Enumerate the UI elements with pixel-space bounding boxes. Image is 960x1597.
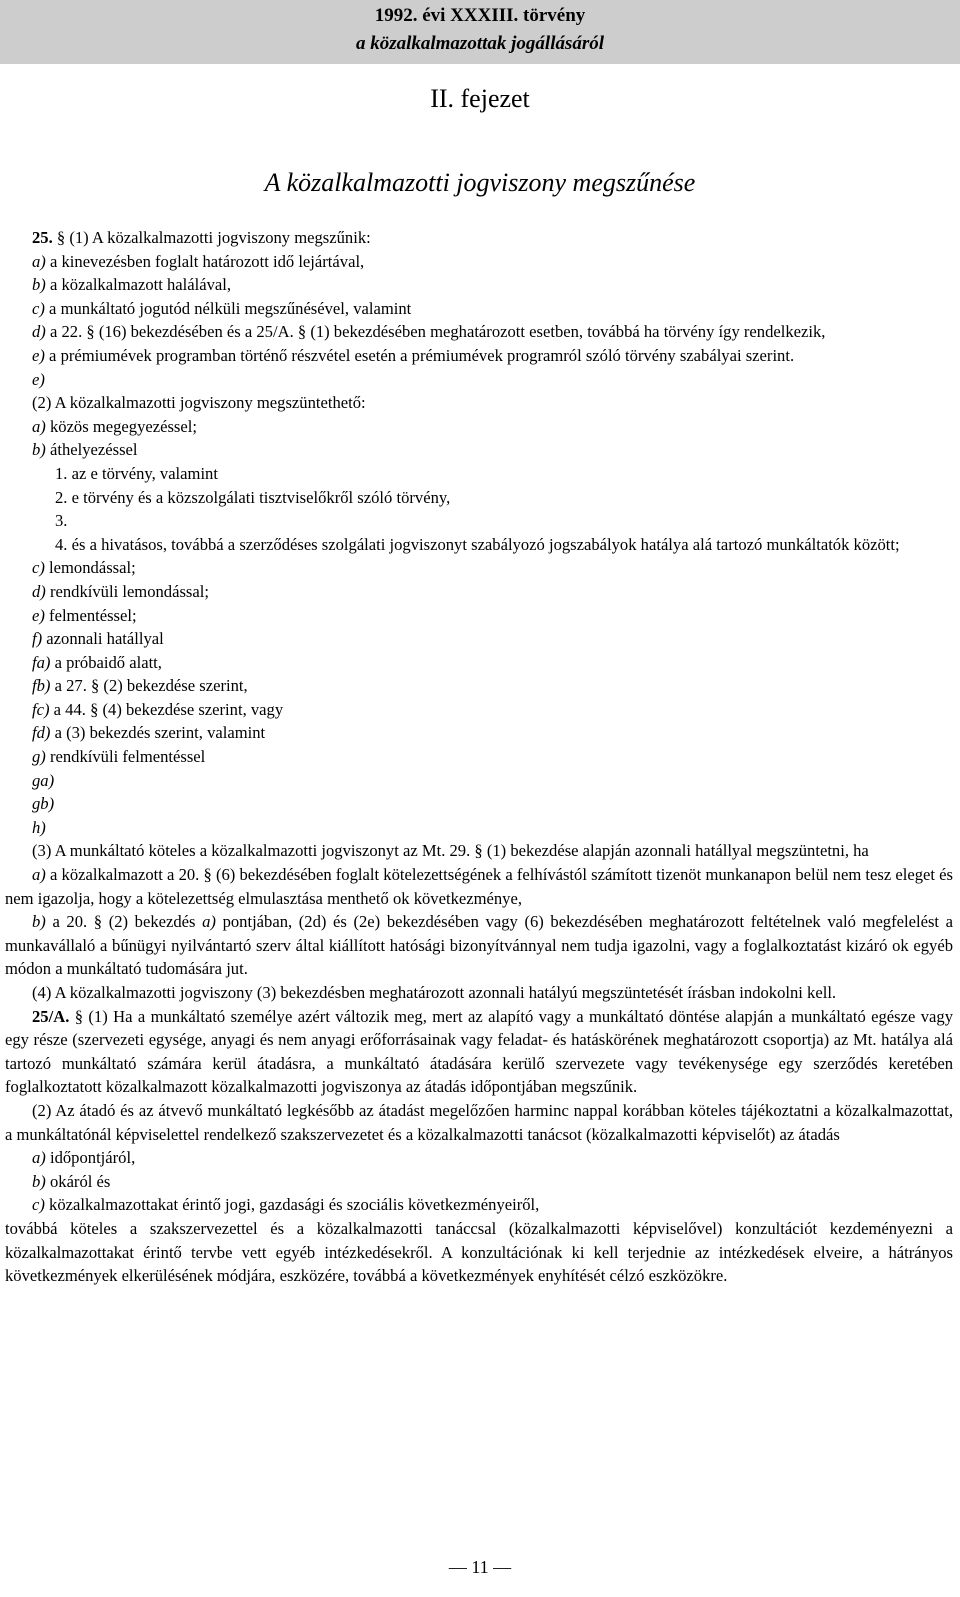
section-number: 25.	[32, 228, 53, 247]
list-item: h)	[32, 817, 46, 837]
list-item: a) a közalkalmazott a 20. § (6) bekezdésében foglalt kötelezettségének a felhívástól számított tizenöt munkanapon belül nem tesz eleget és nem igazolja, hogy a kötelezettség elmulasztása menthető ok következménye,	[5, 865, 953, 908]
paragraph-25a-1: 25/A. § (1) Ha a munkáltató személye azért változik meg, mert az alapító vagy a munkáltató döntése alapján a munkáltató egésze vagy egy része (szervezeti egysége, anyagi és nem anyagi erőforrásainak vagy feladat- és hatáskörének meghatározott csoportja) az Mt. hatálya alá tartozó munkáltató számára kerül átadásra, a munkáltató átadására kerülő szervezete vagy tevékenysége egy szerződés keretében foglalkoztatott közalkalmazott közalkalmazotti jogviszonya az átadás időpontjában megszűnik.	[5, 1006, 953, 1097]
list-item: fb) a 27. § (2) bekezdése szerint,	[32, 676, 248, 696]
list-item: e)	[32, 369, 45, 389]
list-item: c) közalkalmazottakat érintő jogi, gazdasági és szociális következményeiről,	[32, 1195, 540, 1215]
paragraph-25-1: 25. § (1) A közalkalmazotti jogviszony megszűnik:	[32, 228, 371, 247]
list-item: fd) a (3) bekezdés szerint, valamint	[32, 723, 266, 743]
list-item: c) lemondással;	[32, 558, 136, 578]
list-item: a) a kinevezésben foglalt határozott idő lejártával,	[32, 251, 365, 271]
section-title: A közalkalmazotti jogviszony megszűnése	[264, 168, 696, 197]
list-item: d) rendkívüli lemondással;	[32, 581, 209, 601]
list-item: a) időpontjáról,	[32, 1148, 136, 1168]
numbered-item: 4. és a hivatásos, továbbá a szerződéses szolgálati jogviszonyt szabályozó jogszabályok hatálya alá tartozó munkáltatók között;	[55, 534, 900, 554]
list-item: fa) a próbaidő alatt,	[32, 652, 162, 672]
paragraph-25-4: (4) A közalkalmazotti jogviszony (3) bekezdésben meghatározott azonnali hatályú megszüntetését írásban indokolni kell.	[32, 983, 837, 1002]
paragraph-continuation: továbbá köteles a szakszervezettel és a közalkalmazotti tanáccsal (közalkalmazotti képviselővel) konzultációt kezdeményezni a közalkalmazottakat érintő tervbe vett egyéb intézkedésekről. A konzultációnak ki kell terjednie az intézkedések elveire, a hátrányos következmények elkerülésének módjára, eszközére, továbbá a következmények enyhítését célzó eszközökre.	[5, 1218, 953, 1286]
list-item: b) áthelyezéssel	[32, 440, 138, 460]
list-item: b) a közalkalmazott halálával,	[32, 275, 232, 295]
list-item: gb)	[32, 794, 55, 814]
list-item: d) a 22. § (16) bekezdésében és a 25/A. § (1) bekezdésében meghatározott esetben, továbbá ha törvény így rendelkezik,	[32, 322, 826, 342]
list-item: a) közös megegyezéssel;	[32, 416, 197, 436]
document-body	[5, 226, 953, 1288]
list-item: g) rendkívüli felmentéssel	[32, 747, 206, 767]
numbered-item: 1. az e törvény, valamint	[55, 463, 218, 483]
numbered-item: 2. e törvény és a közszolgálati tisztviselőkről szóló törvény,	[55, 487, 451, 507]
law-title: 1992. évi XXXIII. törvény	[374, 5, 586, 26]
list-item: f) azonnali hatállyal	[32, 629, 164, 649]
paragraph-25a-2: (2) Az átadó és az átvevő munkáltató legkésőbb az átadást megelőzően harminc nappal korábban köteles tájékoztatni a közalkalmazottat, a munkáltatónál képviselettel rendelkező szakszervezetet és a közalkalmazotti tanácsot (közalkalmazotti képviselőt) az átadás	[5, 1100, 953, 1144]
chapter-heading: II. fejezet	[430, 84, 530, 113]
paragraph-25-3: (3) A munkáltató köteles a közalkalmazotti jogviszonyt az Mt. 29. § (1) bekezdése alapján azonnali hatállyal megszüntetni, ha	[32, 841, 869, 861]
list-item: e) felmentéssel;	[32, 605, 137, 625]
page-number: — 11 —	[448, 1557, 512, 1577]
list-item: b) a 20. § (2) bekezdés a) pontjában, (2d) és (2e) bekezdésében vagy (6) bekezdésében meghatározott feltételnek való megfelelést a munkavállaló a bűnügyi nyilvántartó szerv által kiállított hatósági bizonyítvánnyal nem tudja igazolni, vagy a foglalkoztatást kizáró ok egyéb módon a munkáltató tudomására jut.	[5, 912, 953, 979]
list-item: fc) a 44. § (4) bekezdése szerint, vagy	[32, 699, 284, 719]
document-header	[0, 0, 960, 64]
law-subtitle: a közalkalmazottak jogállásáról	[355, 33, 605, 54]
numbered-item: 3.	[55, 511, 68, 531]
section-number: 25/A.	[32, 1006, 70, 1026]
list-item: e) a prémiumévek programban történő részvétel esetén a prémiumévek programról szóló törvény szabályai szerint.	[32, 345, 795, 365]
list-item: ga)	[32, 770, 55, 790]
list-item: b) okáról és	[32, 1171, 111, 1191]
list-item: c) a munkáltató jogutód nélküli megszűnésével, valamint	[32, 298, 412, 318]
paragraph-25-2: (2) A közalkalmazotti jogviszony megszüntethető:	[32, 393, 366, 413]
